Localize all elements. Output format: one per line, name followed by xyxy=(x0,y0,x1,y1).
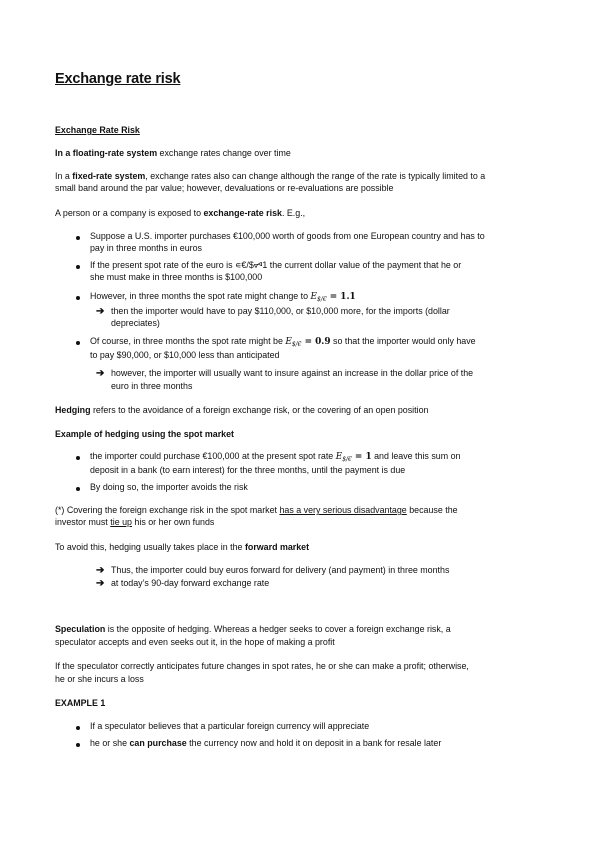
floating-rate-text: exchange rates change over time xyxy=(157,148,291,158)
math-subscript: $/€ xyxy=(317,296,327,303)
fixed-rate-text: , exchange rates also can change although the range of the rate is typically limited to a xyxy=(145,171,486,181)
arrow-item: at today’s 90-day forward exchange rate xyxy=(111,578,270,588)
exposed-paragraph xyxy=(55,208,305,219)
list-item-continuation: she must make in three months is $100,000 xyxy=(90,272,263,282)
can-purchase-term: can purchase xyxy=(129,738,187,748)
math-subscript: $/€ xyxy=(291,341,302,348)
math-value: = 1 xyxy=(351,452,372,462)
example-1-heading: EXAMPLE 1 xyxy=(55,698,106,708)
arrow-right-icon: ➔ xyxy=(96,368,105,379)
list-item xyxy=(90,336,476,348)
bullet-icon xyxy=(76,265,80,269)
speculation-paragraph-line2: speculator accepts and even seeks out it, in the hope of making a profit xyxy=(55,637,335,647)
section-heading: Exchange Rate Risk xyxy=(55,125,140,135)
example-heading: Example of hedging using the spot market xyxy=(55,429,235,439)
arrow-item: Thus, the importer could buy euros forward for delivery (and payment) in three months xyxy=(111,565,450,575)
tie-up-underlined: tie up xyxy=(110,517,132,527)
list-item-continuation: deposit in a bank (to earn interest) for the three months, until the payment is due xyxy=(90,465,406,475)
speculation-term: Speculation xyxy=(55,624,106,634)
arrow-item: then the importer would have to pay $110,000, or $10,000 more, for the imports (dollar xyxy=(111,306,450,316)
hedging-text: refers to the avoidance of a foreign exchange risk, or the covering of an open position xyxy=(90,405,429,415)
bullet-icon xyxy=(76,487,80,491)
covering-paragraph-line2 xyxy=(55,517,214,528)
list-item: If a speculator believes that a particular foreign currency will appreciate xyxy=(90,721,370,731)
bullet-icon xyxy=(76,726,80,730)
fixed-rate-paragraph-line2: small band around the par value; however, devaluations or re-evaluations are possible xyxy=(55,183,394,193)
exposed-pre: A person or a company is exposed to xyxy=(55,208,204,218)
arrow-right-icon: ➔ xyxy=(96,578,105,589)
hedging-term: Hedging xyxy=(55,405,91,415)
math-value: = 0.9 xyxy=(301,337,331,347)
list-item-text: However, in three months the spot rate might change to xyxy=(90,291,311,301)
list-item: If the present spot rate of the euro is ∊€/$ᢦᢦ1 the current dollar value of the payment that he or xyxy=(90,260,462,270)
math-symbol: E xyxy=(335,452,343,462)
list-item-text: the importer could purchase €100,000 at the present spot rate xyxy=(90,451,336,461)
math-value: = 1.1 xyxy=(326,292,356,302)
bullet-icon xyxy=(76,743,80,747)
arrow-item-continuation: depreciates) xyxy=(111,318,160,328)
arrow-right-icon: ➔ xyxy=(96,565,105,576)
covering-post: because the xyxy=(406,505,458,515)
avoid-pre: To avoid this, hedging usually takes place in the xyxy=(55,542,245,552)
speculation-paragraph-line1 xyxy=(55,624,451,635)
forward-market-term: forward market xyxy=(244,542,310,552)
exchange-rate-risk-term: exchange-rate risk xyxy=(203,208,282,218)
covering-line2-post: his or her own funds xyxy=(131,517,215,527)
list-item: By doing so, the importer avoids the risk xyxy=(90,482,248,492)
profit-paragraph-line1: If the speculator correctly anticipates future changes in spot rates, he or she can make a profit; otherwise, xyxy=(55,661,469,671)
math-symbol: E xyxy=(285,337,292,347)
list-item: Suppose a U.S. importer purchases €100,000 worth of goods from one European country and has to xyxy=(90,231,485,241)
profit-paragraph-line2: he or she incurs a loss xyxy=(55,674,144,684)
fixed-rate-pre: In a xyxy=(55,171,73,181)
list-item-text: Of course, in three months the spot rate might be xyxy=(90,336,286,346)
hedging-paragraph xyxy=(55,405,428,416)
bullet-icon xyxy=(76,456,80,460)
floating-rate-paragraph xyxy=(55,148,291,159)
list-item xyxy=(90,451,460,463)
floating-rate-term: In a floating-rate system xyxy=(55,148,158,158)
list-item-text-post: the currency now and hold it on deposit in a bank for resale later xyxy=(186,738,442,748)
arrow-item-continuation: euro in three months xyxy=(111,381,193,391)
covering-pre: (*) Covering the foreign exchange risk in the spot market xyxy=(55,505,280,515)
list-item-continuation: to pay $90,000, or $10,000 less than anticipated xyxy=(90,350,280,360)
list-item-text-post: and leave this sum on xyxy=(371,451,461,461)
covering-line2-pre: investor must xyxy=(55,517,111,527)
covering-underlined: has a very serious disadvantage xyxy=(279,505,407,515)
bullet-icon xyxy=(76,236,80,240)
list-item-continuation: pay in three months in euros xyxy=(90,243,202,253)
math-subscript: $/€ xyxy=(342,456,352,463)
list-item-text-post: so that the importer would only have xyxy=(330,336,476,346)
speculation-text: is the opposite of hedging. Whereas a hedger seeks to cover a foreign exchange risk, a xyxy=(105,624,451,634)
arrow-right-icon: ➔ xyxy=(96,306,105,317)
list-item xyxy=(90,738,441,749)
exposed-rest: . E.g., xyxy=(281,208,306,218)
bullet-icon xyxy=(76,296,80,300)
arrow-item: however, the importer will usually want to insure against an increase in the dollar price of the xyxy=(111,368,474,378)
list-item-text: he or she xyxy=(90,738,130,748)
covering-paragraph-line1 xyxy=(55,505,458,516)
avoid-paragraph xyxy=(55,542,309,553)
fixed-rate-paragraph-line1 xyxy=(55,171,485,182)
list-item xyxy=(90,291,356,303)
page-title: Exchange rate risk xyxy=(55,71,181,87)
fixed-rate-term: fixed-rate system xyxy=(72,171,146,181)
bullet-icon xyxy=(76,341,80,345)
math-symbol: E xyxy=(310,292,318,302)
